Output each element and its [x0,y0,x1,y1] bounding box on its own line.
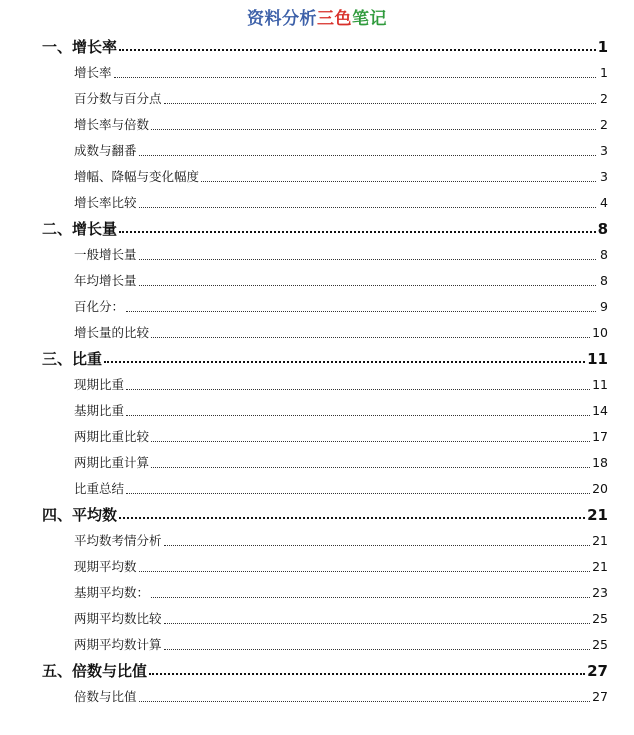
subsection-label: 两期比重比较 [74,429,150,444]
section-label: 增长率 [72,38,118,56]
dot-leader [151,336,590,338]
dot-leader [139,700,591,702]
dot-leader [151,596,590,598]
section-number: 五、 [42,662,73,680]
subsection-label: 倍数与比值 [74,689,137,704]
toc-subsection-entry[interactable] [0,476,634,502]
section-label: 增长量 [72,220,118,238]
section-page-number: 27 [587,662,608,680]
dot-leader [164,648,591,650]
toc-subsection-entry[interactable] [0,138,634,164]
dot-leader [164,102,596,104]
dot-leader [139,258,596,260]
toc-subsection-entry[interactable] [0,450,634,476]
dot-leader [126,492,590,494]
dot-leader [139,206,596,208]
subsection-label: 基期平均数： [74,585,150,600]
subsection-page-number: 25 [592,637,608,652]
section-label: 比重 [72,350,103,368]
toc-subsection-entry[interactable] [0,424,634,450]
title-part-blue: 资料分析 [247,9,317,29]
subsection-page-number: 17 [592,429,608,444]
dot-leader [201,180,596,182]
dot-leader [126,388,590,390]
title-part-green: 笔记 [352,9,387,29]
subsection-page-number: 21 [592,559,608,574]
subsection-page-number: 8 [600,273,608,288]
subsection-label: 增幅、降幅与变化幅度 [74,169,200,184]
toc-subsection-entry[interactable] [0,268,634,294]
section-number: 四、 [42,506,73,524]
subsection-label: 增长量的比较 [74,325,150,340]
section-number: 一、 [42,38,73,56]
toc-section-entry[interactable] [0,346,634,372]
section-number: 三、 [42,350,73,368]
table-of-contents [0,34,634,710]
toc-subsection-entry[interactable] [0,684,634,710]
dot-leader [139,570,591,572]
subsection-label: 年均增长量 [74,273,137,288]
toc-subsection-entry[interactable] [0,606,634,632]
subsection-page-number: 8 [600,247,608,262]
subsection-page-number: 10 [592,325,608,340]
subsection-label: 增长率 [74,65,112,80]
toc-subsection-entry[interactable] [0,398,634,424]
toc-subsection-entry[interactable] [0,86,634,112]
toc-section-entry[interactable] [0,502,634,528]
document-title [0,4,634,29]
dot-leader [164,544,591,546]
dot-leader [104,360,585,363]
dot-leader [114,76,596,78]
subsection-page-number: 2 [600,117,608,132]
dot-leader [139,284,596,286]
dot-leader [119,230,596,233]
toc-subsection-entry[interactable] [0,528,634,554]
toc-subsection-entry[interactable] [0,190,634,216]
toc-subsection-entry[interactable] [0,632,634,658]
subsection-page-number: 3 [600,169,608,184]
dot-leader [119,48,596,51]
toc-subsection-entry[interactable] [0,580,634,606]
toc-subsection-entry[interactable] [0,372,634,398]
subsection-page-number: 14 [592,403,608,418]
subsection-page-number: 23 [592,585,608,600]
toc-section-entry[interactable] [0,34,634,60]
toc-subsection-entry[interactable] [0,554,634,580]
title-part-red: 三色 [317,9,352,29]
subsection-page-number: 2 [600,91,608,106]
subsection-label: 两期平均数计算 [74,637,162,652]
subsection-label: 一般增长量 [74,247,137,262]
toc-subsection-entry[interactable] [0,164,634,190]
dot-leader [126,414,590,416]
section-page-number: 1 [597,38,608,56]
subsection-label: 增长率比较 [74,195,137,210]
subsection-label: 两期比重计算 [74,455,150,470]
toc-subsection-entry[interactable] [0,242,634,268]
toc-subsection-entry[interactable] [0,60,634,86]
dot-leader [126,310,596,312]
subsection-label: 增长率与倍数 [74,117,150,132]
subsection-page-number: 1 [600,65,608,80]
dot-leader [151,440,590,442]
subsection-page-number: 9 [600,299,608,314]
section-label: 平均数 [72,506,118,524]
subsection-page-number: 3 [600,143,608,158]
subsection-page-number: 27 [592,689,608,704]
subsection-page-number: 4 [600,195,608,210]
dot-leader [139,154,596,156]
dot-leader [151,466,590,468]
dot-leader [149,672,585,675]
subsection-page-number: 11 [592,377,608,392]
subsection-label: 比重总结 [74,481,125,496]
subsection-label: 现期平均数 [74,559,137,574]
subsection-label: 百化分： [74,299,125,314]
toc-subsection-entry[interactable] [0,320,634,346]
subsection-label: 现期比重 [74,377,125,392]
subsection-label: 平均数考情分析 [74,533,162,548]
subsection-page-number: 20 [592,481,608,496]
section-number: 二、 [42,220,73,238]
subsection-label: 成数与翻番 [74,143,137,158]
subsection-page-number: 18 [592,455,608,470]
subsection-page-number: 21 [592,533,608,548]
subsection-page-number: 25 [592,611,608,626]
subsection-label: 两期平均数比较 [74,611,162,626]
dot-leader [151,128,596,130]
section-label: 倍数与比值 [72,662,148,680]
toc-section-entry[interactable] [0,658,634,684]
section-page-number: 8 [597,220,608,238]
toc-subsection-entry[interactable] [0,112,634,138]
dot-leader [119,516,585,519]
subsection-label: 百分数与百分点 [74,91,162,106]
subsection-label: 基期比重 [74,403,125,418]
dot-leader [164,622,591,624]
toc-section-entry[interactable] [0,216,634,242]
section-page-number: 11 [587,350,608,368]
section-page-number: 21 [587,506,608,524]
toc-subsection-entry[interactable] [0,294,634,320]
